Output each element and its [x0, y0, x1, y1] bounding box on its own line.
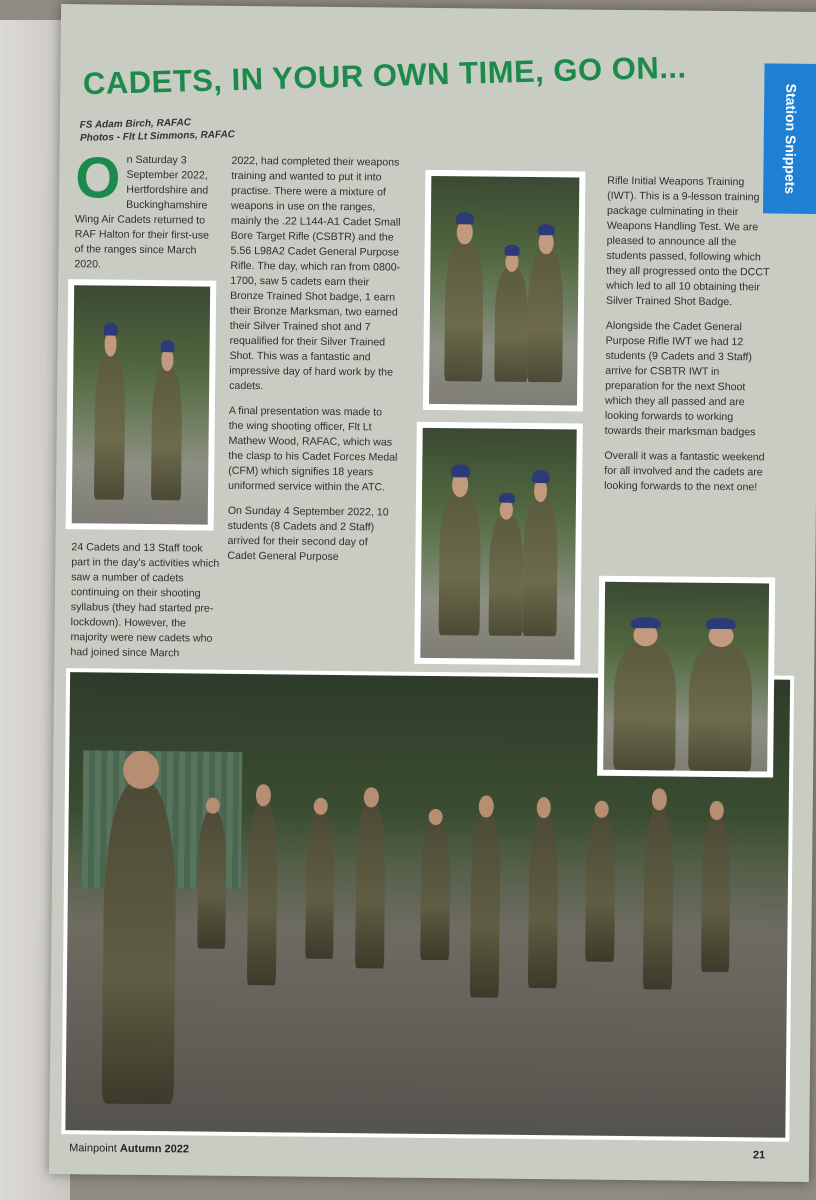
paragraph-weapons: 2022, had completed their weapons training and wanted to put it into practise. There were a mixture of weapons in use on the ranges, mainly the .22 L144-A1 Cadet Small Bore Target Rifle (CSBTR) and the 5.56 L98A2 Cadet General Purpose Rifle. The day, which ran from 0800-1700, saw 5 cadets earn their Bronze Trained Shot badge, 1 earn their Bronze Marksman, two earned their Silver Trained shot and 7 requalified for their Silver Trained Shot. This was a fantastic and impressive day of hard work by the cadets. [229, 154, 401, 393]
photo-presentation-2 [423, 170, 586, 412]
person-figure [613, 642, 677, 770]
person-figure [151, 367, 182, 501]
byline-author: FS Adam Birch, RAFAC [79, 117, 192, 131]
intro-text: n Saturday 3 September 2022, Hertfordshire and Buckinghamshire Wing Air Cadets returned to RAF Halton for their first-use of the ranges since March 2020. [74, 153, 210, 271]
intro-paragraph [74, 145, 215, 273]
cadet-figure [701, 816, 731, 972]
paragraph-presentation: A final presentation was made to the wing shooting officer, Flt Lt Mathew Wood, RAFAC, which was the clasp to his Cadet Forces Medal (CFM) which signifies 18 years uniformed service within the ATC. [228, 404, 398, 494]
publication-name: Mainpoint [69, 1142, 117, 1155]
photo-image [603, 582, 769, 772]
page-footer [69, 1142, 189, 1155]
cadet-figure [197, 811, 227, 949]
paragraph-iwt: Rifle Initial Weapons Training (IWT). This is a 9-lesson training package culminating in their Weapons Handling Test. We are pleased to announce all the students passed, following which they all progressed onto the DCCT which led to all 10 obtaining their Silver Trained Shot Badge. [606, 174, 770, 309]
byline-photos: Photos - Flt Lt Simmons, RAFAC [79, 129, 236, 144]
person-figure [527, 250, 564, 383]
person-figure [94, 352, 125, 500]
photo-image [420, 428, 576, 660]
cadet-figure [305, 812, 335, 959]
person-figure [488, 516, 523, 636]
magazine-page [49, 4, 816, 1182]
cadet-figure [643, 806, 674, 989]
cadet-figure [528, 814, 559, 988]
photo-presentation-3 [414, 422, 583, 666]
person-figure [444, 240, 484, 382]
photo-image [429, 176, 579, 406]
paragraph-csbtr: Alongside the Cadet General Purpose Rifle IWT we had 12 students (9 Cadets and 3 Staff) arrive for CSBTR IWT in preparation for the next Shoot which they all passed and are looking forwards to working towards their marksman badges [604, 319, 756, 439]
drop-cap: O [74, 145, 121, 211]
person-figure [439, 492, 481, 635]
photo-presentation-4 [597, 576, 775, 778]
issue-name: Autumn 2022 [119, 1142, 190, 1156]
text-column-1-lower [70, 540, 221, 672]
photo-image [72, 285, 210, 524]
person-figure [688, 643, 752, 771]
person-figure [494, 268, 528, 382]
paragraph-closing: Overall it was a fantastic weekend for all involved and the cadets are looking forwards to the next one! [604, 449, 765, 494]
cadet-figure [420, 822, 450, 960]
article-headline: CADETS, IN YOUR OWN TIME, GO ON... [82, 49, 687, 102]
person-figure [522, 498, 557, 636]
cadet-figure [470, 814, 501, 997]
text-column-2 [227, 154, 401, 576]
instructor-figure [102, 782, 177, 1103]
section-tab-label: Station Snippets [782, 83, 800, 195]
photo-presentation-1 [66, 279, 217, 531]
cadet-figure [355, 803, 386, 968]
byline [80, 115, 236, 145]
cadet-figure [586, 815, 616, 962]
cadet-figure [247, 802, 278, 985]
page-number: 21 [752, 1149, 766, 1162]
paragraph-attendance: 24 Cadets and 13 Staff took part in the day's activities which saw a number of cadets continuing on their shooting syllabus (they had started pre-lockdown). However, the majority were new cadets who had joined since March [70, 541, 220, 660]
paragraph-sunday: On Sunday 4 September 2022, 10 students (8 Cadets and 2 Staff) arrived for their second day of Cadet General Purpose [227, 504, 389, 563]
text-column-1 [74, 145, 215, 283]
text-column-3 [604, 174, 775, 506]
